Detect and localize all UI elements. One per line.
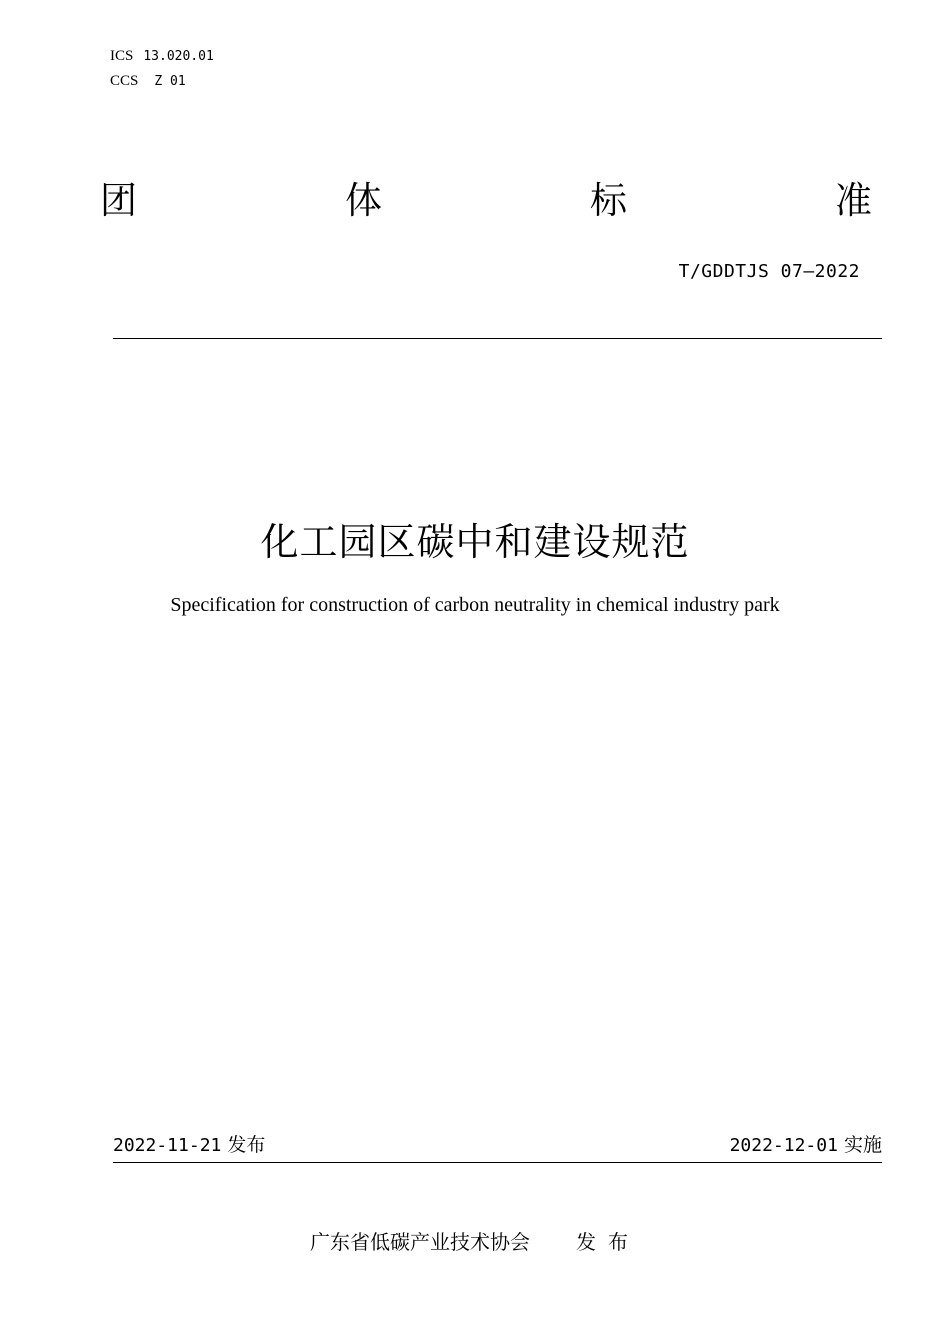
doc-type-char: 准: [835, 179, 872, 222]
ics-code: 13.020.01: [143, 49, 214, 64]
publisher-line: [0, 1228, 950, 1256]
implement-date-value: 2022-12-01: [729, 1135, 838, 1156]
implement-date-label: 实施: [843, 1134, 882, 1156]
publisher-name: 广东省低碳产业技术协会: [310, 1230, 530, 1254]
document-number: T/GDDTJS 07—2022: [678, 261, 860, 282]
title-english: Specification for construction of carbon neutrality in chemical industry park: [170, 594, 780, 616]
title-chinese: 化工园区碳中和建设规范: [260, 520, 690, 564]
ics-classification: [110, 48, 214, 65]
publisher-action: 发布: [576, 1230, 640, 1254]
doc-type-char: 团: [100, 179, 137, 222]
footer-divider: [113, 1162, 882, 1163]
ccs-classification: [110, 73, 186, 90]
header-divider: [113, 338, 882, 339]
publish-date-label: 发布: [227, 1134, 266, 1156]
implement-date: [730, 1132, 882, 1159]
ccs-code: Z 01: [154, 74, 186, 89]
publish-date-value: 2022-11-21: [113, 1135, 222, 1156]
ics-label: ICS: [110, 48, 134, 64]
doc-type-char: 标: [590, 179, 627, 222]
ccs-label: CCS: [110, 73, 139, 89]
document-type-heading: [100, 178, 872, 224]
doc-type-char: 体: [345, 179, 382, 222]
publish-date: [113, 1132, 265, 1159]
